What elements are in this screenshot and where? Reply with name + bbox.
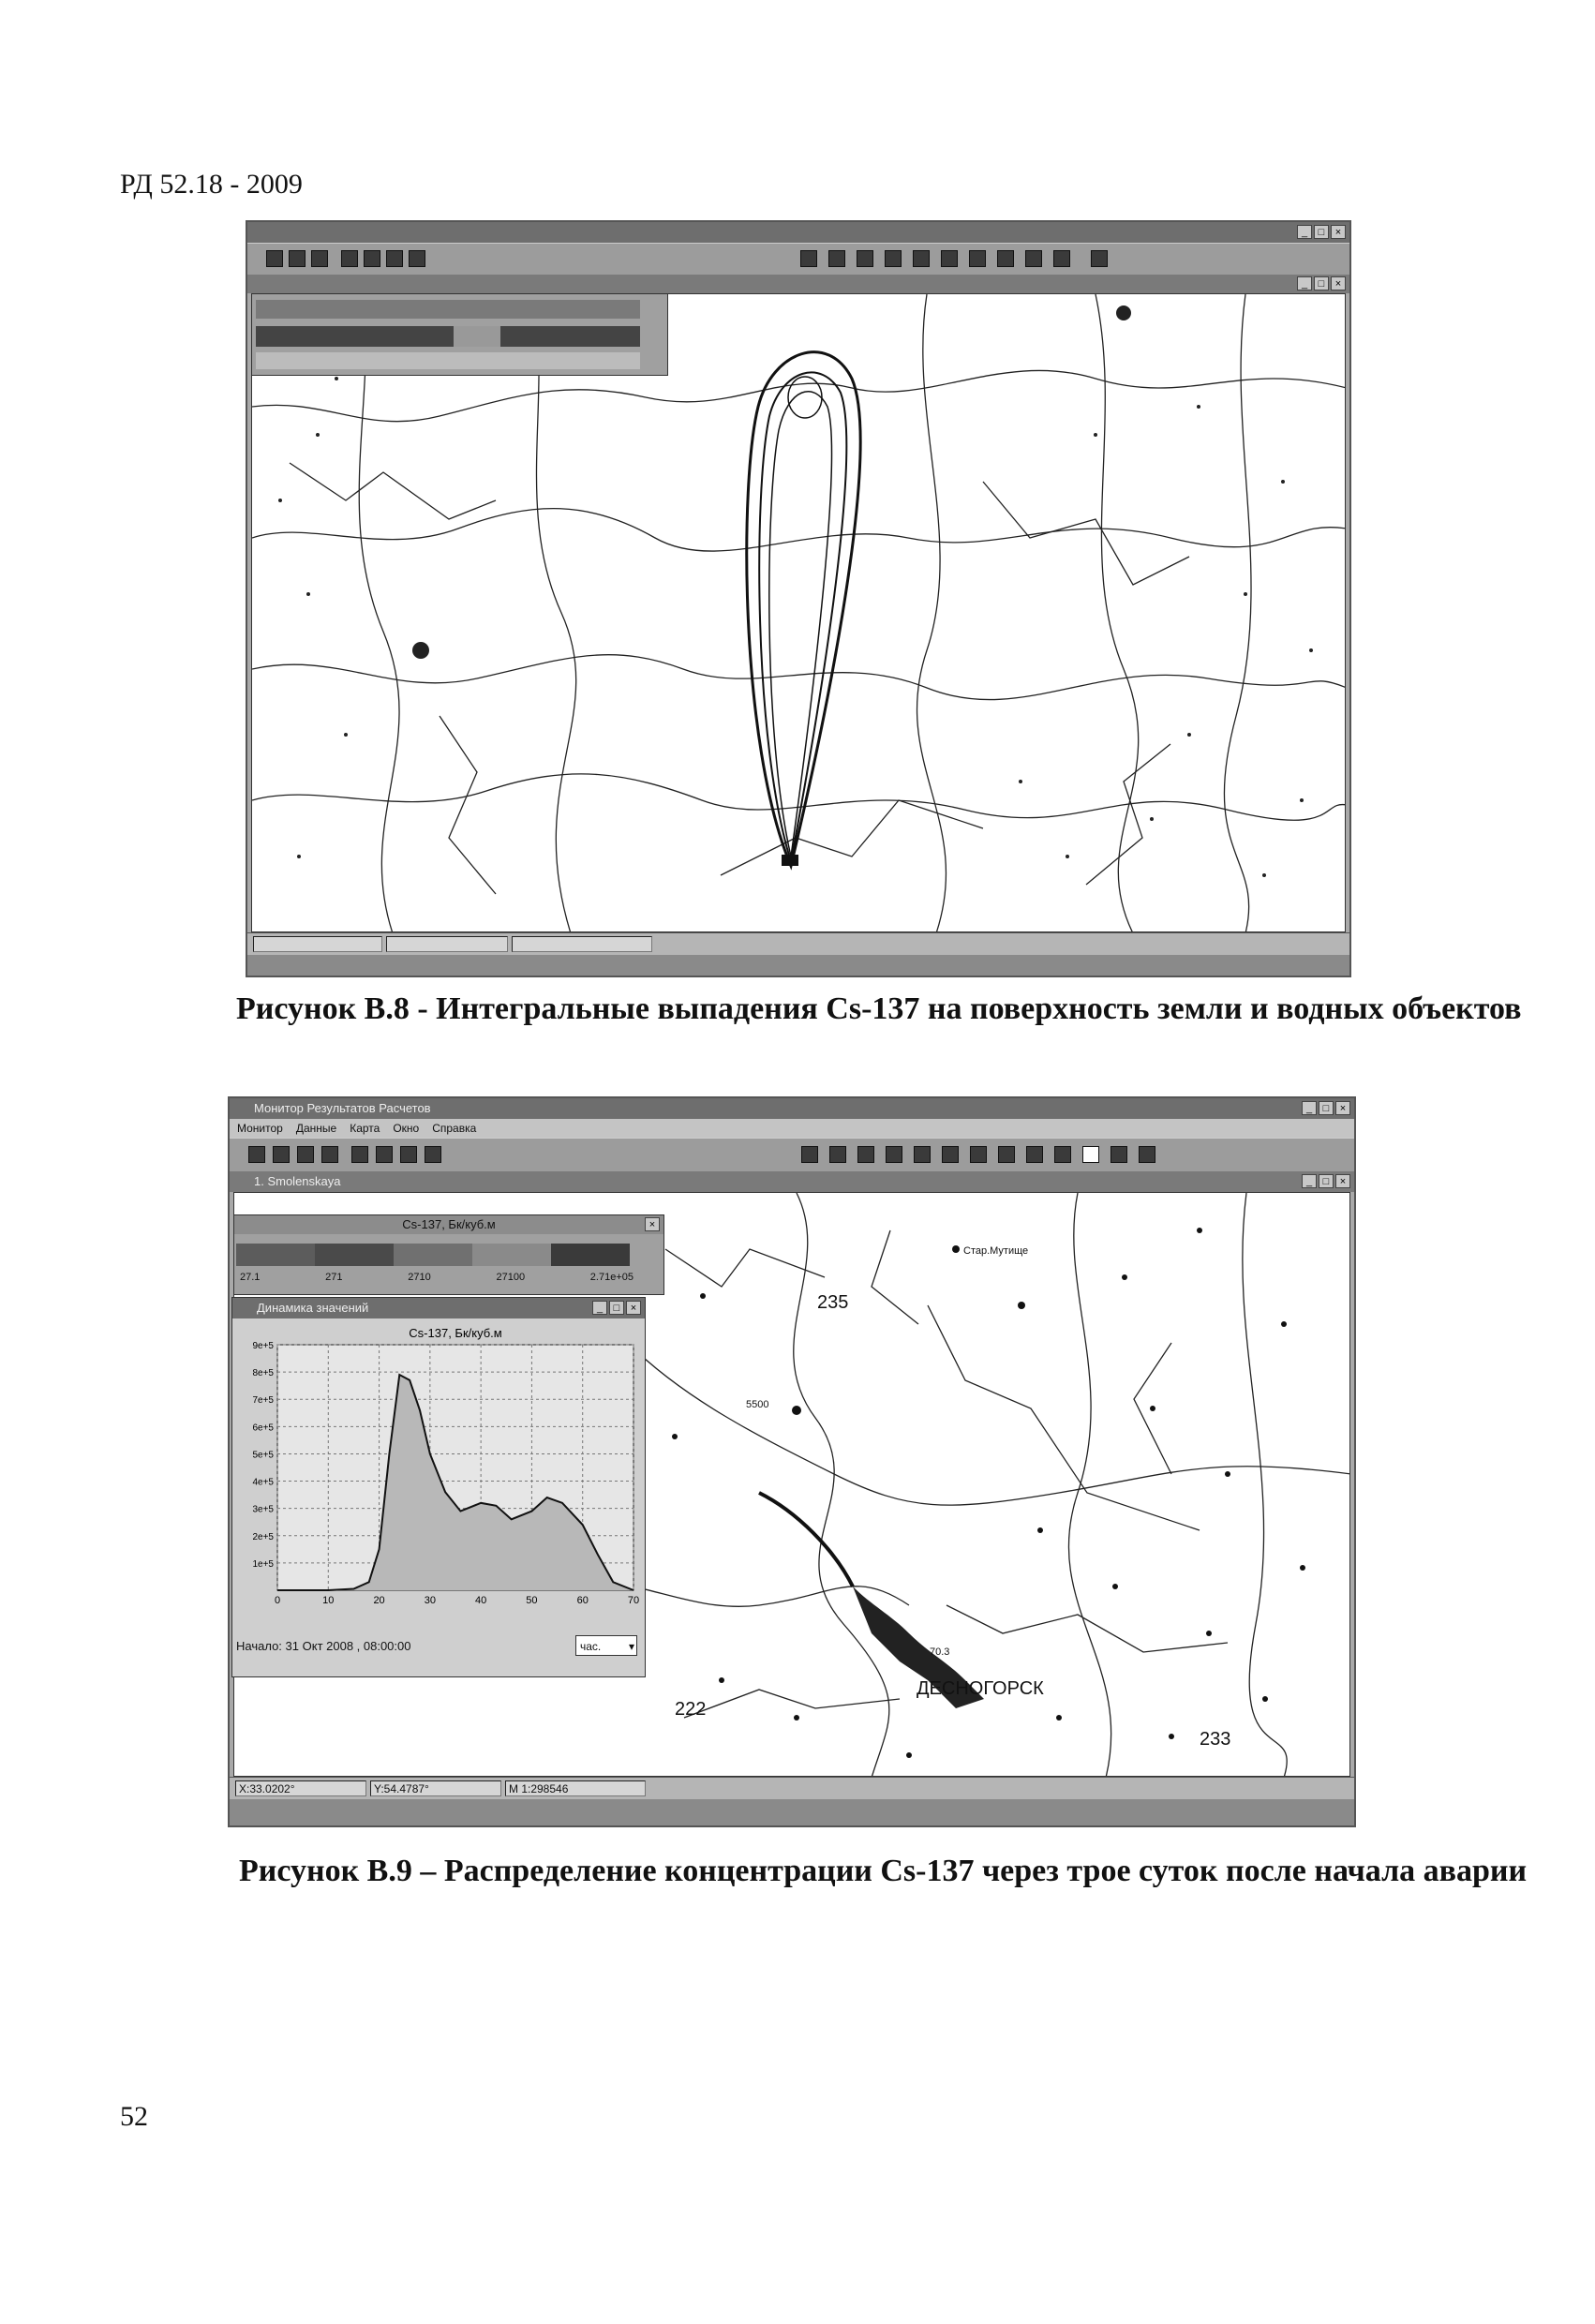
- map-label-222: 222: [675, 1699, 707, 1720]
- pan-icon[interactable]: [885, 250, 902, 267]
- close-button[interactable]: ×: [1331, 225, 1346, 239]
- pointer-icon[interactable]: [1026, 1146, 1043, 1163]
- legend-tick: 2710: [408, 1272, 431, 1283]
- x-tick-label: 40: [475, 1595, 487, 1606]
- save-icon[interactable]: [297, 1146, 314, 1163]
- pencil-icon[interactable]: [970, 1146, 987, 1163]
- monitor-icon[interactable]: [266, 250, 283, 267]
- child-title-bar: [247, 275, 1349, 293]
- home-icon[interactable]: [969, 250, 986, 267]
- figure2-caption: Рисунок В.9 – Распределение концентрации Cs-137 через трое суток после начала аварии: [239, 1854, 1528, 1888]
- map-view[interactable]: [251, 293, 1346, 932]
- x-tick-label: 0: [274, 1595, 281, 1606]
- chart-icon[interactable]: [400, 1146, 417, 1163]
- grid-icon[interactable]: [364, 250, 380, 267]
- legend-panel: [251, 293, 668, 376]
- unit-select[interactable]: [575, 1635, 637, 1656]
- legend-tick: 271: [325, 1272, 343, 1283]
- window-title: Монитор Результатов Расчетов: [254, 1101, 431, 1115]
- grid-icon[interactable]: [351, 1146, 368, 1163]
- menu-map[interactable]: Карта: [350, 1122, 380, 1135]
- info-icon[interactable]: [1054, 1146, 1071, 1163]
- info-icon[interactable]: [1025, 250, 1042, 267]
- x-tick-label: 70: [627, 1595, 640, 1606]
- y-tick-label: 2e+5: [252, 1531, 274, 1542]
- chart-title: Cs-137, Бк/куб.м: [409, 1326, 502, 1340]
- x-tick-label: 50: [526, 1595, 538, 1606]
- child-close-button[interactable]: ×: [1335, 1174, 1350, 1188]
- deposition-plume: [747, 352, 860, 866]
- map-label-235: 235: [817, 1292, 849, 1313]
- globe-icon[interactable]: [801, 1146, 818, 1163]
- title-bar: [230, 1098, 1354, 1119]
- menu-data[interactable]: Данные: [295, 1122, 337, 1135]
- menu-help[interactable]: Справка: [432, 1122, 477, 1135]
- close-button[interactable]: ×: [1335, 1101, 1350, 1115]
- status-scale: [512, 936, 652, 952]
- dynamics-title-bar: [232, 1298, 645, 1318]
- status-y: [386, 936, 508, 952]
- map-label-city: ДЕСНОГОРСК: [917, 1678, 1044, 1699]
- y-tick-label: 3e+5: [252, 1504, 274, 1515]
- source-marker: [782, 855, 798, 866]
- pan-icon[interactable]: [914, 1146, 931, 1163]
- map-label-703: 70.3: [930, 1646, 950, 1658]
- figure2-screenshot: [228, 1096, 1356, 1827]
- document-code: РД 52.18 - 2009: [120, 169, 303, 200]
- map-label-233: 233: [1200, 1729, 1231, 1750]
- status-x: X:33.0202°: [235, 1780, 366, 1796]
- taskbar: [247, 955, 1349, 976]
- layers-icon[interactable]: [376, 1146, 393, 1163]
- dynamics-close-button[interactable]: ×: [626, 1301, 641, 1315]
- status-y: Y:54.4787°: [370, 1780, 501, 1796]
- dynamics-minimize-button[interactable]: _: [592, 1301, 607, 1315]
- legend-tick: 27.1: [240, 1272, 261, 1283]
- child-close-button[interactable]: ×: [1331, 276, 1346, 290]
- minimize-button[interactable]: _: [1297, 225, 1312, 239]
- main-river: [759, 1493, 853, 1587]
- start-value: 31 Окт 2008 , 08:00:00: [285, 1639, 411, 1653]
- x-tick-label: 20: [373, 1595, 385, 1606]
- zoom-in-icon[interactable]: [857, 1146, 874, 1163]
- x-tick-label: 30: [424, 1595, 436, 1606]
- y-tick-label: 1e+5: [252, 1558, 274, 1570]
- up-arrow-icon[interactable]: [1082, 1146, 1099, 1163]
- save-icon[interactable]: [311, 250, 328, 267]
- camera-icon[interactable]: [409, 250, 425, 267]
- child-title-bar: [230, 1171, 1354, 1192]
- map-label-village: Стар.Мутище: [963, 1245, 1029, 1257]
- dynamics-chart: [232, 1320, 645, 1630]
- title-bar: [247, 222, 1349, 243]
- monitor-icon[interactable]: [248, 1146, 265, 1163]
- figure1-screenshot: [246, 220, 1351, 977]
- map-label-5500: 5500: [746, 1399, 769, 1410]
- layers-icon[interactable]: [386, 250, 403, 267]
- y-tick-label: 4e+5: [252, 1477, 274, 1488]
- status-scale: M 1:298546: [505, 1780, 646, 1796]
- legend-panel: [233, 1214, 664, 1295]
- open-icon[interactable]: [273, 1146, 290, 1163]
- zoom-in-icon[interactable]: [828, 250, 845, 267]
- toolbar: [230, 1138, 1354, 1173]
- legend-tick: 27100: [496, 1272, 526, 1283]
- menu-monitor[interactable]: Монитор: [237, 1122, 283, 1135]
- status-bar: [247, 932, 1349, 956]
- child-maximize-button[interactable]: □: [1319, 1174, 1334, 1188]
- legend-tick: 2.71e+05: [589, 1272, 634, 1283]
- home-icon[interactable]: [998, 1146, 1015, 1163]
- y-tick-label: 6e+5: [252, 1423, 274, 1434]
- taskbar: [230, 1799, 1354, 1825]
- open-icon[interactable]: [289, 250, 306, 267]
- measure-icon[interactable]: [913, 250, 930, 267]
- figure1-caption: Рисунок В.8 - Интегральные выпадения Cs-137 на поверхность земли и водных объектов: [236, 991, 1522, 1026]
- x-tick-label: 10: [322, 1595, 335, 1606]
- start-label: Начало:: [236, 1639, 282, 1653]
- maximize-button[interactable]: □: [1319, 1101, 1334, 1115]
- child-minimize-button[interactable]: _: [1297, 276, 1312, 290]
- measure-icon[interactable]: [942, 1146, 959, 1163]
- export-icon[interactable]: [1139, 1146, 1155, 1163]
- legend-close-button[interactable]: ×: [645, 1217, 660, 1231]
- maximize-button[interactable]: □: [1314, 225, 1329, 239]
- deposition-map: [252, 294, 1346, 932]
- globe-icon[interactable]: [800, 250, 817, 267]
- status-bar: [230, 1777, 1354, 1800]
- print-icon[interactable]: [341, 250, 358, 267]
- chevron-down-icon: ▾: [628, 1640, 634, 1653]
- export-icon[interactable]: [1091, 250, 1108, 267]
- minimize-button[interactable]: _: [1302, 1101, 1317, 1115]
- zoom-out-icon[interactable]: [886, 1146, 902, 1163]
- compass-icon[interactable]: [829, 1146, 846, 1163]
- y-tick-label: 7e+5: [252, 1395, 274, 1407]
- status-x: [253, 936, 382, 952]
- child-minimize-button[interactable]: _: [1302, 1174, 1317, 1188]
- zoom-out-icon[interactable]: [857, 250, 873, 267]
- page-number: 52: [120, 2101, 148, 2132]
- settlement-dots: [278, 305, 1313, 877]
- toolbar: [247, 243, 1349, 276]
- child-window-title: 1. Smolenskaya: [254, 1174, 341, 1188]
- unit-select-value: час.: [580, 1640, 602, 1653]
- menu-window[interactable]: Окно: [393, 1122, 420, 1135]
- child-maximize-button[interactable]: □: [1314, 276, 1329, 290]
- print-icon[interactable]: [321, 1146, 338, 1163]
- dynamics-maximize-button[interactable]: □: [609, 1301, 624, 1315]
- legend-title-bar: [234, 1215, 663, 1234]
- camera-icon[interactable]: [425, 1146, 441, 1163]
- pointer-icon[interactable]: [997, 250, 1014, 267]
- eraser-icon[interactable]: [1111, 1146, 1127, 1163]
- dynamics-title: Динамика значений: [257, 1301, 369, 1315]
- legend-title: Cs-137, Бк/куб.м: [402, 1217, 496, 1231]
- y-tick-label: 5e+5: [252, 1450, 274, 1461]
- legend-colorbar: [236, 1244, 630, 1266]
- dynamics-panel: [231, 1297, 646, 1677]
- pencil-icon[interactable]: [941, 250, 958, 267]
- y-tick-label: 9e+5: [252, 1341, 274, 1351]
- x-tick-label: 60: [576, 1595, 589, 1606]
- y-tick-label: 8e+5: [252, 1368, 274, 1379]
- menu-bar: [230, 1119, 1354, 1138]
- eraser-icon[interactable]: [1053, 250, 1070, 267]
